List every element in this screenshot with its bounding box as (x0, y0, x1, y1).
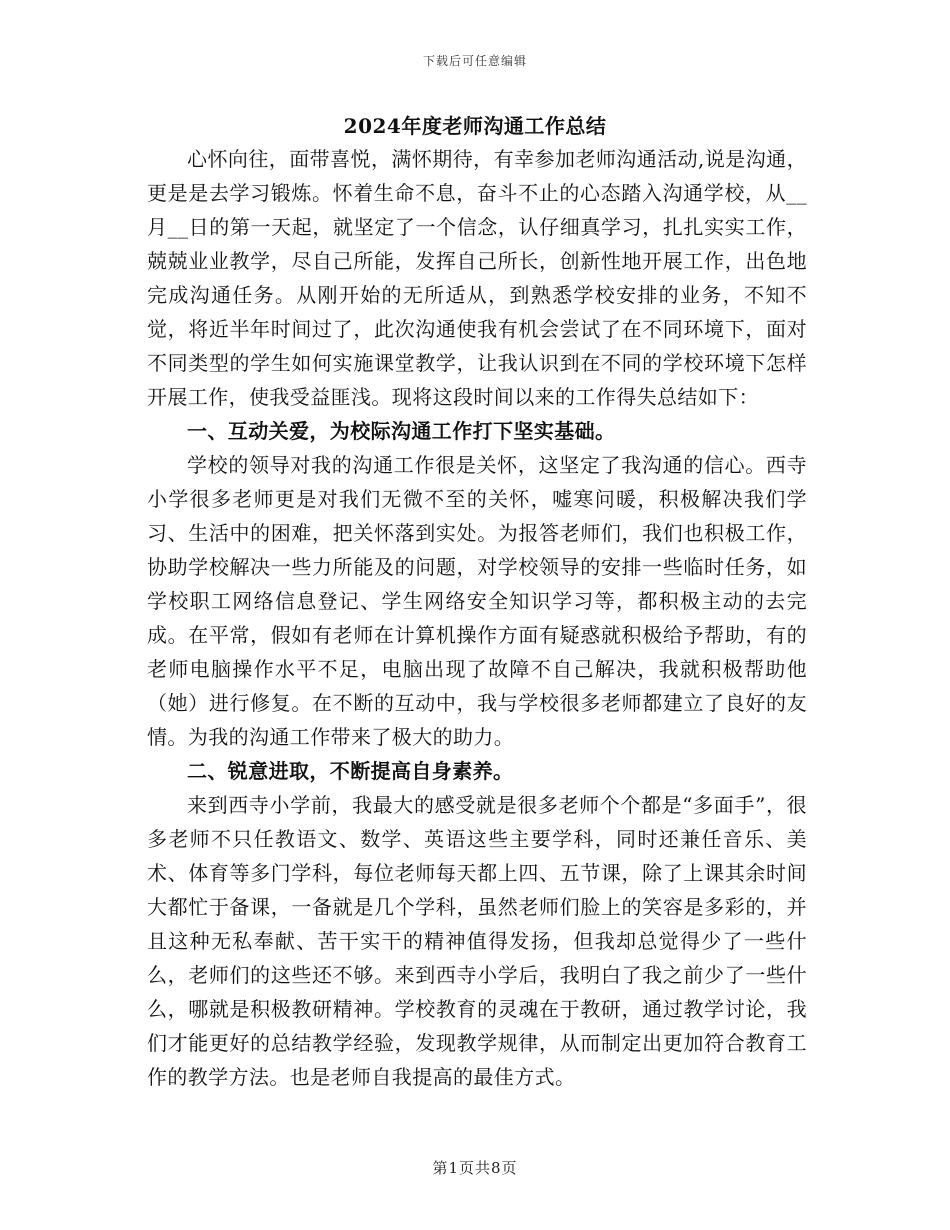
section-2-paragraph: 来到西寺小学前，我最大的感受就是很多老师个个都是“多面手”，很多老师不只任教语文、数学、英语这些主要学科，同时还兼任音乐、美术、体育等多门学科，每位老师每天都上四、五节课，除了上课其余时间大都忙于备课，一备就是几个学科，虽然老师们脸上的笑容是多彩的，并且这种无私奉献、苦干实干的精神值得发扬，但我却总觉得少了一些什么，老师们的这些还不够。来到西寺小学后，我明白了我之前少了一些什么，哪就是积极教研精神。学校教育的灵魂在于教研，通过教学讨论，我们才能更好的总结教学经验，发现教学规律，从而制定出更加符合教育工作的教学方法。也是老师自我提高的最佳方式。 (147, 793, 807, 1089)
section-heading-1: 一、互动关爱，为校际沟通工作打下坚实基础。 (187, 419, 616, 443)
section-1-paragraph: 学校的领导对我的沟通工作很是关怀，这坚定了我沟通的信心。西寺小学很多老师更是对我们无微不至的关怀，嘘寒问暖，积极解决我们学习、生活中的困难，把关怀落到实处。为报答老师们，我们也积极工作，协助学校解决一些力所能及的问题，对学校领导的安排一些临时任务，如学校职工网络信息登记、学生网络安全知识学习等，都积极主动的去完成。在平常，假如有老师在计算机操作方面有疑惑就积极给予帮助，有的老师电脑操作水平不足，电脑出现了故障不自己解决，我就积极帮助他（她）进行修复。在不断的互动中，我与学校很多老师都建立了良好的友情。为我的沟通工作带来了极大的助力。 (147, 453, 807, 749)
header-note: 下载后可任意编辑 (422, 54, 527, 68)
section-heading-2: 二、锐意进取，不断提高自身素养。 (187, 759, 514, 783)
page-number-footer: 第1页共8页 (432, 1159, 518, 1177)
document-body (147, 142, 807, 1094)
document-title: 2024年度老师沟通工作总结 (343, 114, 607, 138)
intro-paragraph: 心怀向往，面带喜悦，满怀期待，有幸参加老师沟通活动,说是沟通，更是是去学习锻炼。怀着生命不息，奋斗不止的心态踏入沟通学校，从__月__日的第一天起，就坚定了一个信念，认仔细真学习，扎扎实实工作，兢兢业业教学，尽自己所能，发挥自己所长，创新性地开展工作，出色地完成沟通任务。从刚开始的无所适从，到熟悉学校安排的业务，不知不觉，将近半年时间过了，此次沟通使我有机会尝试了在不同环境下，面对不同类型的学生如何实施课堂教学，让我认识到在不同的学校环境下怎样开展工作，使我受益匪浅。现将这段时间以来的工作得失总结如下： (147, 147, 807, 409)
